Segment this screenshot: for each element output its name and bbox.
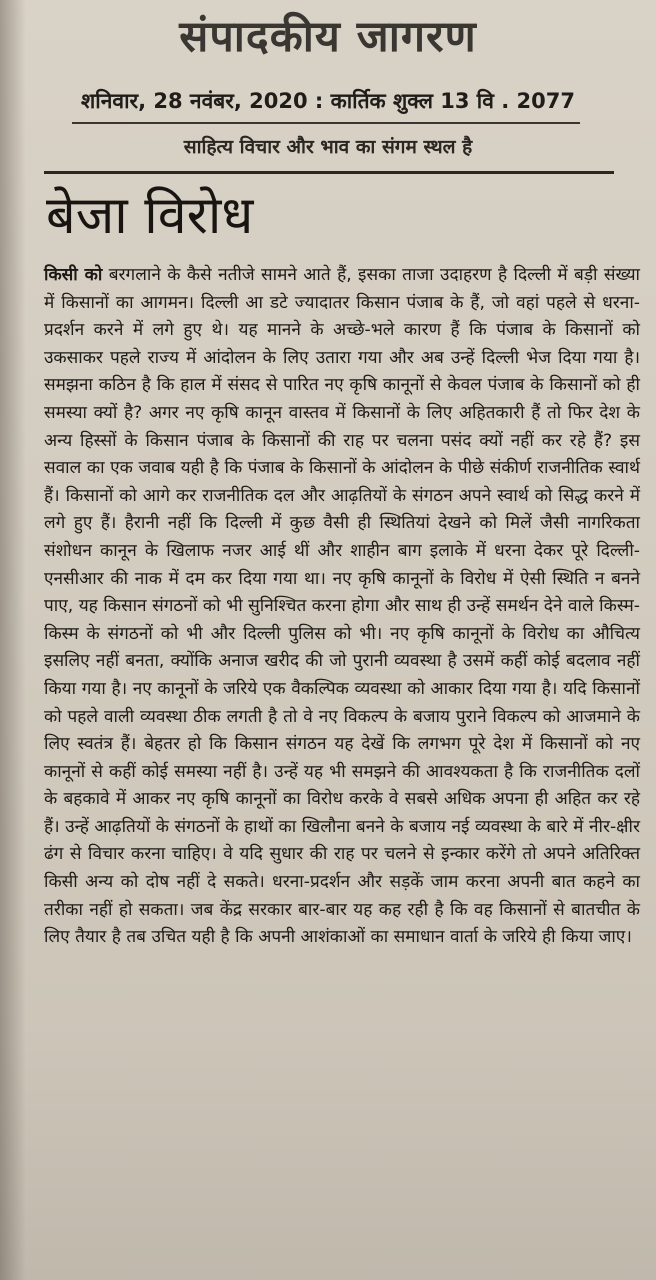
lead-words: किसी को — [44, 265, 103, 285]
divider-rule — [72, 122, 580, 124]
editorial-headline: बेजा विरोध — [46, 186, 254, 246]
editorial-body — [44, 262, 640, 952]
section-masthead: संपादकीय जागरण — [179, 12, 477, 62]
body-paragraph: बरगलाने के कैसे नतीजे सामने आते हैं, इसका ताजा उदाहरण है दिल्ली में बड़ी संख्या में किसानों का आगमन। दिल्ली आ डटे ज्यादातर किसान पंजाब के हैं, जो वहां पहले से धरना-प्रदर्शन करने में लगे हुए थे। यह मानने के अच्छे-भले कारण हैं कि पंजाब के किसानों को उकसाकर पहले राज्य में आंदोलन के लिए उतारा गया और अब उन्हें दिल्ली भेज दिया गया है। समझना कठिन है कि हाल में संसद से पारित नए कृषि कानूनों से केवल पंजाब के किसानों को ही समस्या क्यों है? अगर नए कृषि कानून वास्तव में किसानों के लिए अहितकारी हैं तो फिर देश के अन्य हिस्सों के किसान पंजाब के किसानों की राह पर चलना पसंद क्यों नहीं कर रहे हैं? इस सवाल का एक जवाब यही है कि पंजाब के किसानों के आंदोलन के पीछे संकीर्ण राजनीतिक स्वार्थ हैं। किसानों को आगे कर राजनीतिक दल और आढ़तियों के संगठन अपने स्वार्थ को सिद्ध करने में लगे हुए हैं। हैरानी नहीं कि दिल्ली में कुछ वैसी ही स्थितियां देखने को मिलें जैसी नागरिकता संशोधन कानून के खिलाफ नजर आई थीं और शाहीन बाग इलाके में धरना देकर पूरे दिल्ली-एनसीआर की नाक में दम कर दिया गया था। नए कृषि कानूनों के विरोध में ऐसी स्थिति न बनने पाए, यह किसान संगठनों को भी सुनिश्चित करना होगा और साथ ही उन्हें समर्थन देने वाले किस्म-किस्म के संगठनों को भी और दिल्ली पुलिस को भी। नए कृषि कानूनों के विरोध का औचित्य इसलिए नहीं बनता, क्योंकि अनाज खरीद की जो पुरानी व्यवस्था है उसमें कहीं कोई बदलाव नहीं किया गया है। नए कानूनों के जरिये एक वैकल्पिक व्यवस्था को आकार दिया गया है। यदि किसानों को पहले वाली व्यवस्था ठीक लगती है तो वे नए विकल्प के बजाय पुराने विकल्प को आजमाने के लिए स्वतंत्र हैं। बेहतर हो कि किसान संगठन यह देखें कि लगभग पूरे देश में किसानों को नए कानूनों से कहीं कोई समस्या नहीं है। उन्हें यह भी समझने की आवश्यकता है कि राजनीतिक दलों के बहकावे में आकर नए कृषि कानूनों का विरोध करके वे सबसे अधिक अपना ही अहित कर रहे हैं। उन्हें आढ़तियों के संगठनों के हाथों का खिलौना बनने के बजाय नई व्यवस्था के बारे में नीर-क्षीर ढंग से विचार करना चाहिए। वे यदि सुधार की राह पर चलने से इन्कार करेंगे तो अपने अतिरिक्त किसी अन्य को दोष नहीं दे सकते। धरना-प्रदर्शन और सड़कें जाम करना अपनी बात कहने का तरीका नहीं हो सकता। जब केंद्र सरकार बार-बार यह कह रही है कि वह किसानों से बातचीत के लिए तैयार है तब उचित यही है कि अपनी आशंकाओं का समाधान वार्ता के जरिये ही किया जाए। — [44, 265, 640, 948]
dateline: शनिवार, 28 नवंबर, 2020 : कार्तिक शुक्ल 13 वि . 2077 — [81, 89, 575, 113]
section-tagline: साहित्य विचार और भाव का संगम स्थल है — [183, 136, 473, 158]
divider-rule — [44, 171, 614, 174]
page-shadow — [0, 0, 26, 1280]
